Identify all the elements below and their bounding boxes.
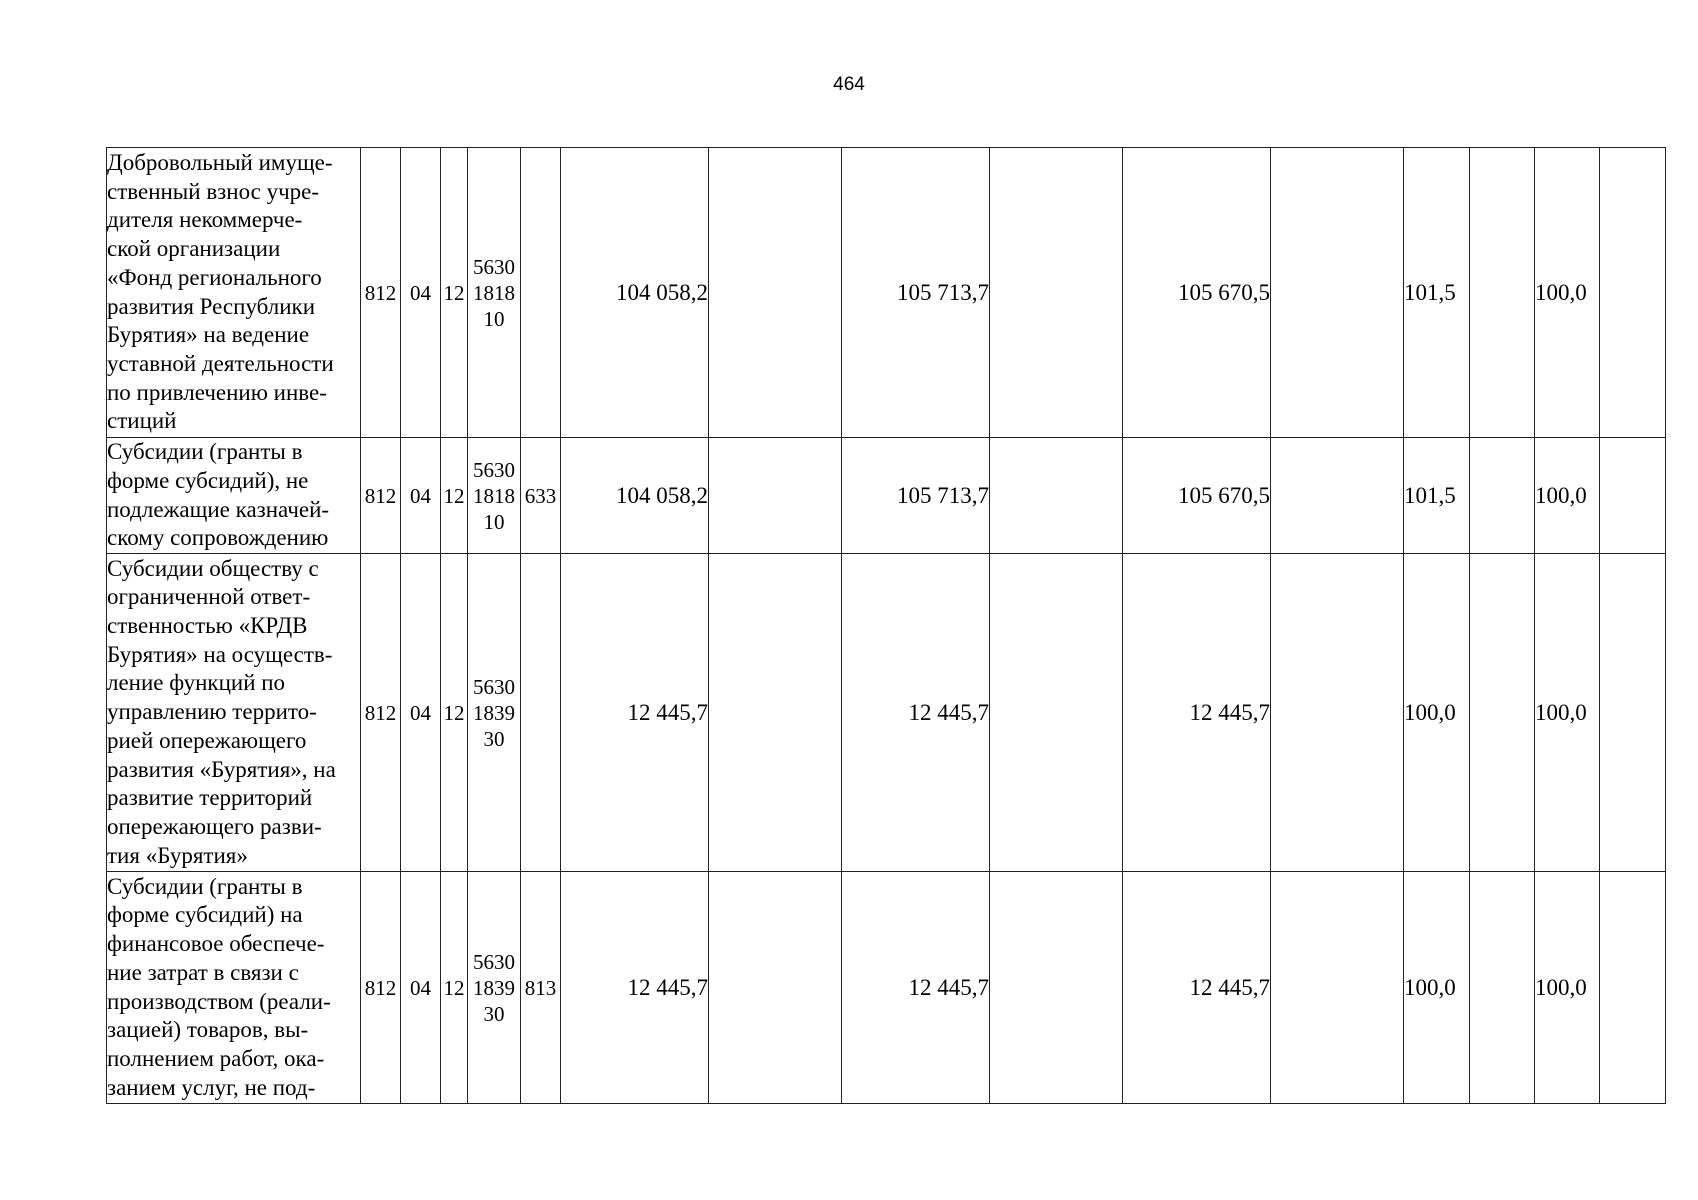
empty-cell <box>990 554 1123 872</box>
empty-cell <box>1470 872 1535 1104</box>
section-code: 04 <box>401 148 441 438</box>
empty-cell <box>990 148 1123 438</box>
subsection-code: 12 <box>441 438 468 554</box>
empty-cell <box>1271 554 1404 872</box>
budget-table <box>106 147 1666 1104</box>
percent-of-approved: 100,0 <box>1404 872 1470 1104</box>
target-article-code: 5630 1818 10 <box>468 148 521 438</box>
empty-cell <box>990 872 1123 1104</box>
section-code: 04 <box>401 872 441 1104</box>
amount-approved: 104 058,2 <box>561 438 709 554</box>
grbs-code: 812 <box>361 872 401 1104</box>
percent-of-approved: 100,0 <box>1404 554 1470 872</box>
empty-cell <box>990 438 1123 554</box>
grbs-code: 812 <box>361 554 401 872</box>
percent-of-approved: 101,5 <box>1404 148 1470 438</box>
target-article-code: 5630 1818 10 <box>468 438 521 554</box>
percent-of-refined: 100,0 <box>1535 148 1600 438</box>
amount-executed: 105 670,5 <box>1123 438 1271 554</box>
empty-cell <box>1600 438 1666 554</box>
percent-of-refined: 100,0 <box>1535 872 1600 1104</box>
empty-cell <box>1470 554 1535 872</box>
amount-executed: 12 445,7 <box>1123 554 1271 872</box>
percent-of-refined: 100,0 <box>1535 438 1600 554</box>
subsection-code: 12 <box>441 554 468 872</box>
amount-approved: 12 445,7 <box>561 554 709 872</box>
section-code: 04 <box>401 438 441 554</box>
amount-executed: 105 670,5 <box>1123 148 1271 438</box>
amount-refined: 105 713,7 <box>842 438 990 554</box>
target-article-code: 5630 1839 30 <box>468 554 521 872</box>
table-row <box>107 554 1666 872</box>
target-article-code: 5630 1839 30 <box>468 872 521 1104</box>
grbs-code: 812 <box>361 148 401 438</box>
amount-approved: 12 445,7 <box>561 872 709 1104</box>
amount-refined: 105 713,7 <box>842 148 990 438</box>
empty-cell <box>709 148 842 438</box>
empty-cell <box>709 554 842 872</box>
amount-executed: 12 445,7 <box>1123 872 1271 1104</box>
row-description: Добровольный имуще- ственный взнос учре- дителя некоммерче- ской организации «Фонд регионального развития Республики Бурятия» на ведение уставной деятельности по привлечению инве- стиций <box>107 148 361 438</box>
expense-type-code <box>521 148 561 438</box>
subsection-code: 12 <box>441 872 468 1104</box>
row-description: Субсидии (гранты в форме субсидий), не подлежащие казначей- скому сопровождению <box>107 438 361 554</box>
page-number: 464 <box>833 74 865 95</box>
empty-cell <box>1600 148 1666 438</box>
table-row <box>107 438 1666 554</box>
table-row <box>107 872 1666 1104</box>
empty-cell <box>1271 872 1404 1104</box>
table-row <box>107 148 1666 438</box>
amount-refined: 12 445,7 <box>842 554 990 872</box>
empty-cell <box>709 872 842 1104</box>
empty-cell <box>1271 148 1404 438</box>
empty-cell <box>1600 872 1666 1104</box>
expense-type-code: 813 <box>521 872 561 1104</box>
subsection-code: 12 <box>441 148 468 438</box>
expense-type-code: 633 <box>521 438 561 554</box>
expense-type-code <box>521 554 561 872</box>
empty-cell <box>1470 438 1535 554</box>
section-code: 04 <box>401 554 441 872</box>
empty-cell <box>1600 554 1666 872</box>
empty-cell <box>1470 148 1535 438</box>
empty-cell <box>709 438 842 554</box>
percent-of-refined: 100,0 <box>1535 554 1600 872</box>
percent-of-approved: 101,5 <box>1404 438 1470 554</box>
amount-refined: 12 445,7 <box>842 872 990 1104</box>
empty-cell <box>1271 438 1404 554</box>
row-description: Субсидии (гранты в форме субсидий) на финансовое обеспече- ние затрат в связи с производством (реали- зацией) товаров, вы- полнением работ, ока- занием услуг, не под- <box>107 872 361 1104</box>
amount-approved: 104 058,2 <box>561 148 709 438</box>
grbs-code: 812 <box>361 438 401 554</box>
row-description: Субсидии обществу с ограниченной ответ- ственностью «КРДВ Бурятия» на осуществ- ление функций по управлению террито- рией опережающего развития «Бурятия», на развитие территорий опережающего разви- тия «Бурятия» <box>107 554 361 872</box>
